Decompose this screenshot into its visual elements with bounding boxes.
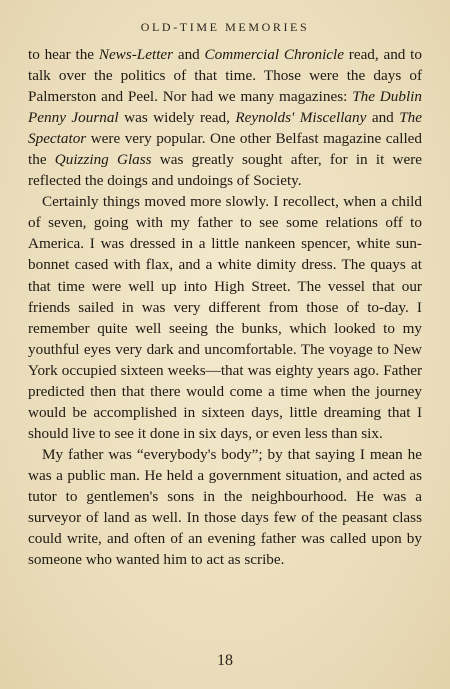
page-number: 18: [217, 652, 233, 669]
italic-title: News-Letter: [98, 46, 174, 63]
italic-title: The Dublin Penny Journal: [28, 88, 422, 127]
italic-title: The Spectator: [28, 109, 422, 148]
italic-title: Quizzing Glass: [54, 151, 152, 169]
text-run: and: [173, 46, 205, 63]
text-run: My father was “everybody's body”; by that saying I mean he was a public man. He held a government situation, and acted as tutor to gentlemen's sons in the neighbourhood. He was a surveyor of land as well. In those days few of the peasant class could write, and often of an evening father was called upon by someone who wanted him to act as scribe.: [28, 445, 422, 569]
text-run: and: [366, 109, 400, 127]
running-head: OLD-TIME MEMORIES: [140, 20, 310, 34]
text-run: Certainly things moved more slowly. I recollect, when a child of seven, going with my father to see some relations off to America. I was dressed in a little nankeen spencer, white sun-bonnet cased with flax, and a white dimity dress. The quays at that time were well up into High Street. The vessel that our friends sailed in was very different from those of to-day. I remember quite well seeing the bunks, which looked to my youthful eyes very dark and uncomfortable. The voyage to New York occupied sixteen weeks—that was eighty years ago. Father predicted then that there would come a time when the journey would be accomplished in sixteen days, little dreaming that I should live to see it done in six days, or even less than six.: [28, 193, 422, 442]
body-text: [28, 44, 422, 570]
italic-title: Reynolds' Miscellany: [235, 109, 367, 127]
paragraph: [28, 444, 422, 570]
text-run: was widely read,: [118, 109, 236, 127]
text-run: were very popular. One other Belfast magazine called the: [28, 130, 422, 169]
text-run: to hear the: [28, 46, 99, 63]
book-page: [28, 0, 422, 689]
text-run: read, and to talk over the politics of that time. Those were the days of Palmerston and Peel. Nor had we many magazines:: [28, 46, 422, 106]
paragraph: [28, 191, 422, 444]
italic-title: Commercial Chronicle: [204, 46, 344, 63]
paragraph: [28, 44, 422, 191]
text-run: was greatly sought after, for in it were reflected the doings and undoings of Society.: [28, 151, 422, 190]
